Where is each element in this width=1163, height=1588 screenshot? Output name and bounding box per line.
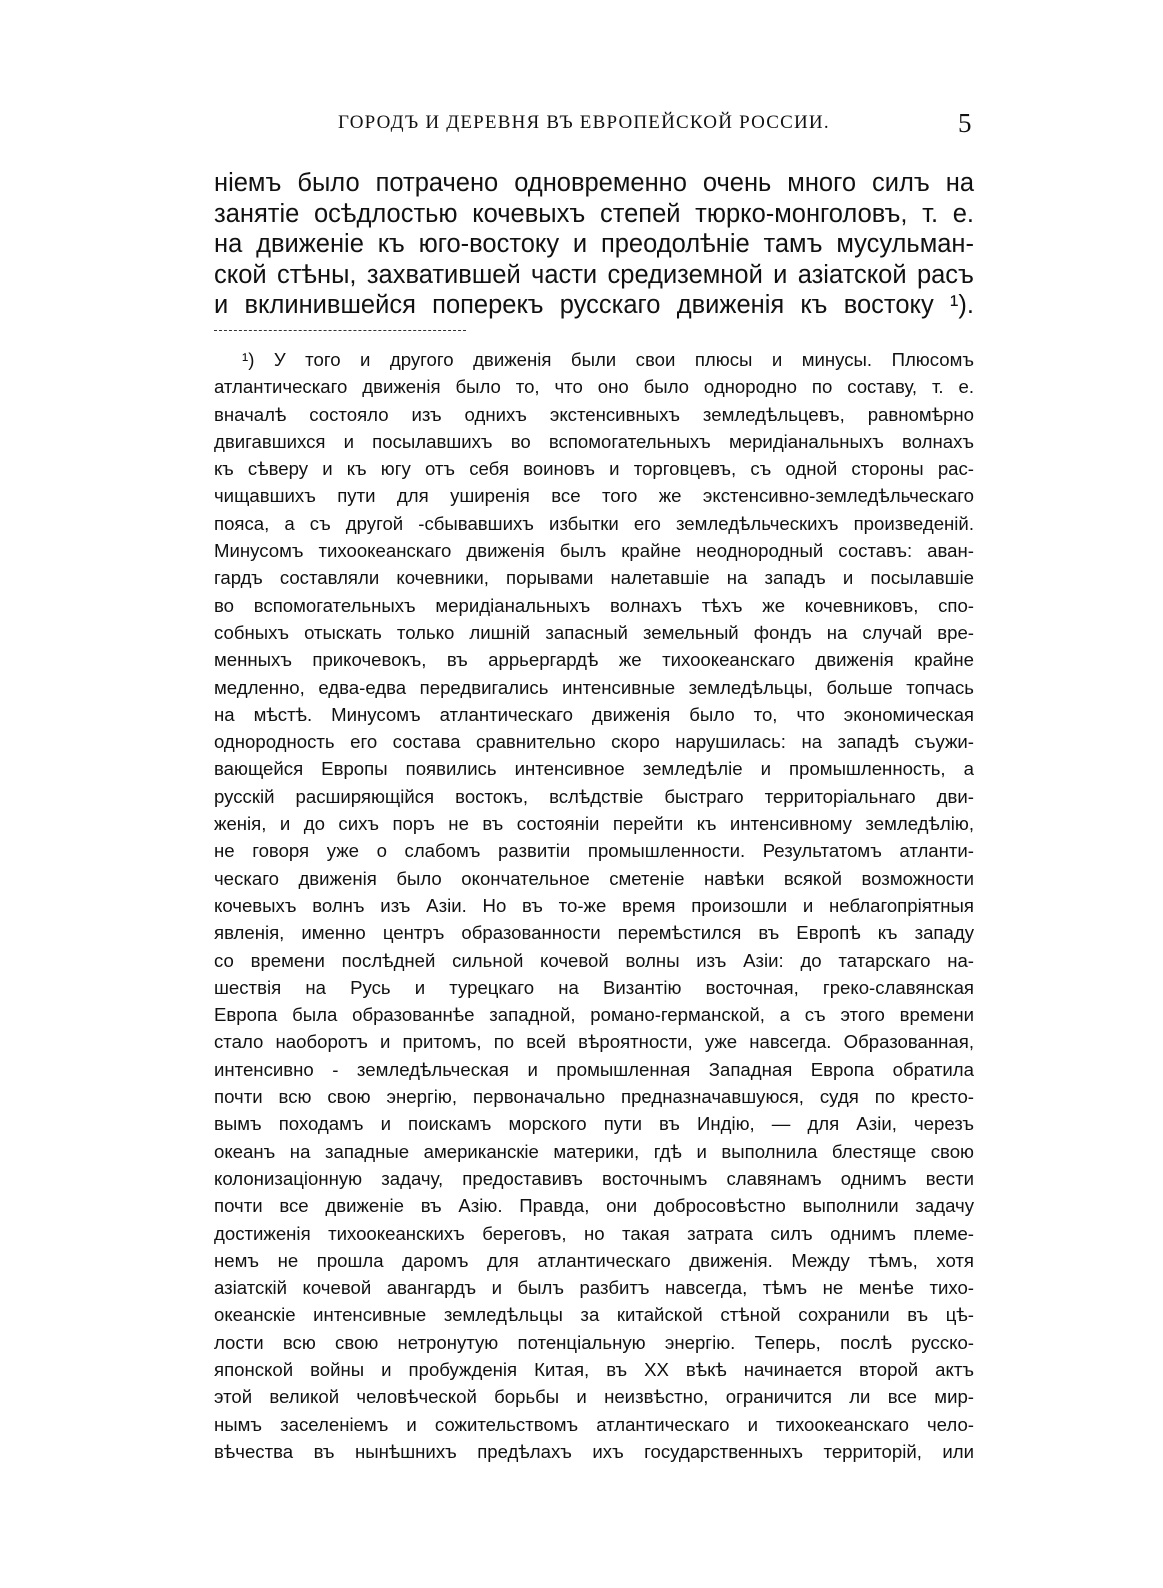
footnote-line: пояса, а съ другой -сбывавшихъ избытки его земледѣльческихъ произведеній. <box>214 512 974 534</box>
footnote-line: женія, и до сихъ поръ не въ состояніи перейти къ интенсивному земледѣлію, <box>214 813 974 835</box>
footnote-line: почти все движеніе въ Азію. Правда, они добросовѣстно выполнили задачу <box>214 1195 974 1217</box>
main-text-line: и вклинившейся поперекъ русскаго движенія къ востоку ¹). <box>214 291 974 319</box>
footnote-line: нымъ заселеніемъ и сожительствомъ атлантическаго и тихоокеанскаго чело- <box>214 1413 974 1435</box>
footnote-line: японской войны и пробужденія Китая, въ XX вѣкѣ начинается второй актъ <box>214 1358 974 1380</box>
footnote-line: Минусомъ тихоокеанскаго движенія былъ крайне неоднородный составъ: аван- <box>214 540 974 562</box>
footnote-separator <box>214 330 466 331</box>
main-text-line: занятіе осѣдлостью кочевыхъ степей тюрко-монголовъ, т. е. <box>214 199 974 228</box>
footnote-line: этой великой человѣческой борьбы и неизвѣстно, ограничится ли все мир- <box>214 1386 974 1408</box>
footnote-line: вымъ походамъ и поискамъ морского пути въ Индію, — для Азіи, черезъ <box>214 1113 974 1135</box>
main-text-block <box>214 168 974 321</box>
page-number: 5 <box>958 108 972 138</box>
footnote-line: колонизаціонную задачу, предоставивъ восточнымъ славянамъ однимъ вести <box>214 1167 974 1189</box>
running-title: ГОРОДЪ И ДЕРЕВНЯ ВЪ ЕВРОПЕЙСКОЙ РОССИИ. <box>338 112 830 133</box>
footnote-line: лости всю свою нетронутую потенціальную энергію. Теперь, послѣ русско- <box>214 1331 974 1353</box>
footnote-line: вающейся Европы появились интенсивное земледѣліе и промышленность, а <box>214 758 974 780</box>
footnote-line: во вспомогательныхъ меридіанальныхъ волнахъ тѣхъ же кочевниковъ, спо- <box>214 594 974 616</box>
footnote-line: собныхъ отыскать только лишній запасный земельный фондъ на случай вре- <box>214 621 974 643</box>
footnote-line: къ сѣверу и къ югу отъ себя воиновъ и торговцевъ, съ одной стороны рас- <box>214 458 974 480</box>
footnote-line: почти всю свою энергію, первоначально предназначавшуюся, судя по кресто- <box>214 1086 974 1108</box>
main-text-line: ской стѣны, захватившей части средиземной и азіатской расъ <box>214 260 974 289</box>
footnote-line: явленія, именно центръ образованности перемѣстился въ Европѣ къ западу <box>214 922 974 944</box>
footnote-line: русскій расширяющійся востокъ, вслѣдствіе быстраго территоріальнаго дви- <box>214 785 974 807</box>
footnote-line: со времени послѣдней сильной кочевой волны изъ Азіи: до татарскаго на- <box>214 949 974 971</box>
footnote-line: ¹) У того и другого движенія были свои плюсы и минусы. Плюсомъ <box>242 349 974 370</box>
footnote-line: океанскіе интенсивные земледѣльцы за китайской стѣной сохранили въ цѣ- <box>214 1304 974 1326</box>
main-text-line: ніемъ было потрачено одновременно очень много силъ на <box>214 169 974 197</box>
footnote-line: атлантическаго движенія было то, что оно было однородно по составу, т. е. <box>214 376 974 398</box>
footnote-line: однородность его состава сравнительно скоро нарушилась: на западѣ съужи- <box>214 731 974 753</box>
footnote-line: достиженія тихоокеанскихъ береговъ, но такая затрата силъ однимъ племе- <box>214 1222 974 1244</box>
footnote-line: азіатскій кочевой авангардъ и былъ разбитъ навсегда, тѣмъ не менѣе тихо- <box>214 1277 974 1299</box>
footnote-line: ческаго движенія было окончательное сметеніе навѣки всякой возможности <box>214 867 974 889</box>
footnote-line: немъ не прошла даромъ для атлантическаго движенія. Между тѣмъ, хотя <box>214 1249 974 1271</box>
footnote-line: медленно, едва-едва передвигались интенсивные земледѣльцы, больше топчась <box>214 676 974 698</box>
footnote-line: чищавшихъ пути для уширенія все того же экстенсивно-земледѣльческаго <box>214 485 974 507</box>
footnote-line: на мѣстѣ. Минусомъ атлантическаго движенія было то, что экономическая <box>214 703 974 725</box>
footnote-line: вначалѣ состояло изъ однихъ экстенсивныхъ земледѣльцевъ, равномѣрно <box>214 403 974 425</box>
main-text-line: на движеніе къ юго-востоку и преодолѣніе тамъ мусульман- <box>214 230 974 258</box>
footnote-line: интенсивно - земледѣльческая и промышленная Западная Европа обратила <box>214 1058 974 1080</box>
footnote-line: гардъ составляли кочевники, порывами налетавшіе на западъ и посылавшіе <box>214 567 974 589</box>
footnote-line: океанъ на западные американскіе материки, гдѣ и выполнила блестяще свою <box>214 1140 974 1162</box>
footnote-line: стало наоборотъ и притомъ, по всей вѣроятности, уже навсегда. Образованная, <box>214 1031 974 1053</box>
footnote-line: Европа была образованнѣе западной, романо-германской, а съ этого времени <box>214 1004 974 1026</box>
footnote-block <box>214 346 974 1465</box>
footnote-line: вѣчества въ нынѣшнихъ предѣлахъ ихъ государственныхъ территорій, или <box>214 1440 974 1462</box>
footnote-line: двигавшихся и посылавшихъ во вспомогательныхъ меридіанальныхъ волнахъ <box>214 430 974 452</box>
footnote-line: кочевыхъ волнъ изъ Азіи. Но въ то-же время произошли и неблагопріятныя <box>214 894 974 916</box>
footnote-line: не говоря уже о слабомъ развитіи промышленности. Результатомъ атланти- <box>214 840 974 862</box>
footnote-line: менныхъ прикочевокъ, въ аррьергардѣ же тихоокеанскаго движенія крайне <box>214 649 974 671</box>
footnote-line: шествія на Русь и турецкаго на Византію восточная, греко-славянская <box>214 976 974 998</box>
